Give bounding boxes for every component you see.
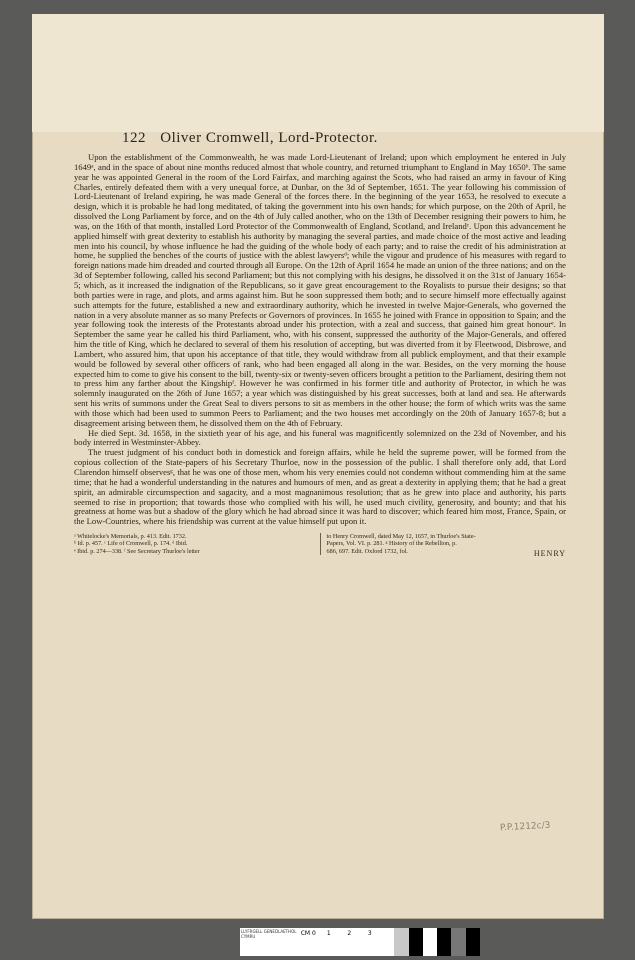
footnote: Papers, Vol. VI. p. 281. ᵍ History of the Rebellion, p. bbox=[326, 540, 457, 548]
footnotes-left-column bbox=[74, 533, 321, 555]
scale-mark: 3 bbox=[367, 930, 372, 937]
footnote: to Henry Cromwell, dated May 12, 1657, in Thurloe's State- bbox=[326, 533, 476, 541]
color-swatch bbox=[437, 928, 451, 956]
document-page bbox=[32, 14, 604, 919]
page-number: 122 bbox=[122, 130, 146, 146]
paragraph: He died Sept. 3d. 1658, in the sixtieth year of his age, and his funeral was magnificently solemnized on the 23d of November, and his body interred in Westminster-Abbey. bbox=[74, 427, 566, 448]
pencil-shelfmark: P.P.1212c/3 bbox=[499, 820, 551, 834]
scale-mark: 1 bbox=[326, 930, 331, 937]
color-swatch bbox=[451, 928, 465, 956]
colorbar-scale bbox=[298, 928, 380, 956]
scale-mark: 2 bbox=[347, 930, 352, 937]
paragraph: Upon the establishment of the Commonwealth, he was made Lord-Lieutenant of Ireland; upon which employment he entered in July 1649ᵃ, and in the space of about nine months reduced almost that whole country, and returned triumphant to England in May 1650ᵇ. The same year he was appointed General in the room of the Lord Fairfax, and marching against the Scots, who had raised an army in favour of King Charles, entirely defeated them with a very unequal force, at Dunbar, on the 3d of September, 1651. The year following his commission of Lord-Lieutenant of Ireland expiring, he was made General of the forces there. In the beginning of the year 1653, he resolved to execute a design, which it is probable he had long meditated, of taking the government into his own hands; for which purpose, on the 20th of April, he dissolved the Long Parliament by force, and on the 4th of July called another, who on the 13th of December resigning their powers to him, he was, on the 16th of that month, installed Lord Protector of the Commonwealth of England, Scotland, and Irelandᶜ. Upon this advancement he applied himself with great dexterity to establish his authority by managing the several parties, and made choice of the most active and leading men into his council, by whose influence he had the guiding of the whole body of each party; and to raise the credit of his administration at home, he supplied the benches of the courts of justice with the ablest lawyersᵈ; while the vigour and prudence of his measures with regard to foreign nations made him dreaded and courted through all Europe. On the 12th of April 1654 he made an union of the three nations; and on the 3d of September following, called his second Parliament; but this not complying with his designs, he dissolved it on the 31st of January 1654-5; which, as it increased the indignation of the Republicans, so it gave great encouragement to the Royalists to pursue their designs; so that both parties were in rage, and plots, and arms against him. But he soon suppressed them both; and to secure himself more effectually against such attempts for the future, established a new and extraordinary authority, which he invested in twelve Major-Generals, who governed the nation in a very absolute manner as so many Prefects or Governors of provinces. In 1655 he joined with France in opposition to Spain; and the year following took the interests of the Protestants abroad under his protection, with a zeal and success, that gained him great honourᵉ. In September the same year he called his third Parliament, who, with his consent, suppressed the authority of the Major-Generals, and offered him the title of King, which he declared to several of them his resolution of accepting, but was diverted from it by Fleetwood, Disbrowe, and Lambert, who assured him, that upon his acceptance of that title, they would withdraw from all publick employment, and that their example would be followed by several other officers of rank, who had been engaged all along in the war. Besides, on the very morning the house expected him to come to give his consent to the bill, twenty-six or twenty-seven officers brought a petition to the Parliament, desiring them not to press him any farther about the Kingshipᶠ. However he was confirmed in his former title and authority of Protector, in which he was solemnly inaugurated on the 26th of June 1657; a year which was distinguished by his great successes, both at land and sea. He afterwards sent his writs of summons under the Great Seal to divers persons to sit as members in the other house; the form of which writs was the same with those which had been used to summon Peers to Parliament; and the two houses met accordingly on the 20th of January 1657-8; but a disagreement arising between them, he dissolved them on the 4th of February. bbox=[74, 152, 566, 428]
page-header bbox=[122, 130, 566, 147]
color-swatch bbox=[409, 928, 423, 956]
footnote: ᵃ Whitelocke's Memorials, p. 413. Edit. 1732. bbox=[74, 533, 187, 541]
catchword: HENRY bbox=[533, 549, 566, 559]
page-margin-top bbox=[32, 14, 604, 132]
text-block bbox=[74, 130, 566, 558]
footnotes-right-column bbox=[321, 533, 567, 555]
footnote: ᵉ Ibid. p. 274—338. ᶠ See Secretary Thurloe's letter bbox=[74, 547, 200, 555]
color-swatch bbox=[466, 928, 480, 956]
color-swatch bbox=[380, 928, 394, 956]
color-swatch bbox=[423, 928, 437, 956]
footnote: ᵇ Id. p. 457. ᶜ Life of Cromwell, p. 174. ᵈ Ibid. bbox=[74, 540, 188, 548]
body-text bbox=[74, 153, 566, 527]
color-swatch bbox=[394, 928, 408, 956]
scale-mark: CM 0 bbox=[300, 930, 316, 937]
color-calibration-bar bbox=[240, 928, 480, 956]
footnotes bbox=[74, 533, 566, 555]
paragraph: The truest judgment of his conduct both in domestick and foreign affairs, while he held the supreme power, will be formed from the copious collection of the State-papers of his Secretary Thurloe, now in the possession of the public. I shall therefore only add, that Lord Clarendon himself observesᵍ, that he was one of those men, whom his very enemies could not condemn without commending him at the same time; that he had a wonderful understanding in the natures and humours of men, and as great a dexterity in applying them; that he had a great spirit, an admirable circumspection and sagacity, and a most magnanimous resolution; that as he grew into place and authority, his parts seemed to rise in proportion; that towards those who complied with his will, he used much civility, generosity, and bounty; and that his greatness at home was but a shadow of the glory which he had abroad since it was hard to discover; which feared him most, France, Spain, or the Low-Countries, where his friendship was current at the value himself put upon it. bbox=[74, 447, 566, 527]
page-title: Oliver Cromwell, Lord-Protector. bbox=[160, 130, 378, 146]
colorbar-label: LLYFRGELL GENEDLAETHOL CYMRU bbox=[240, 928, 298, 956]
footnote: 686, 697. Edit. Oxford 1732, fol. bbox=[326, 547, 408, 555]
